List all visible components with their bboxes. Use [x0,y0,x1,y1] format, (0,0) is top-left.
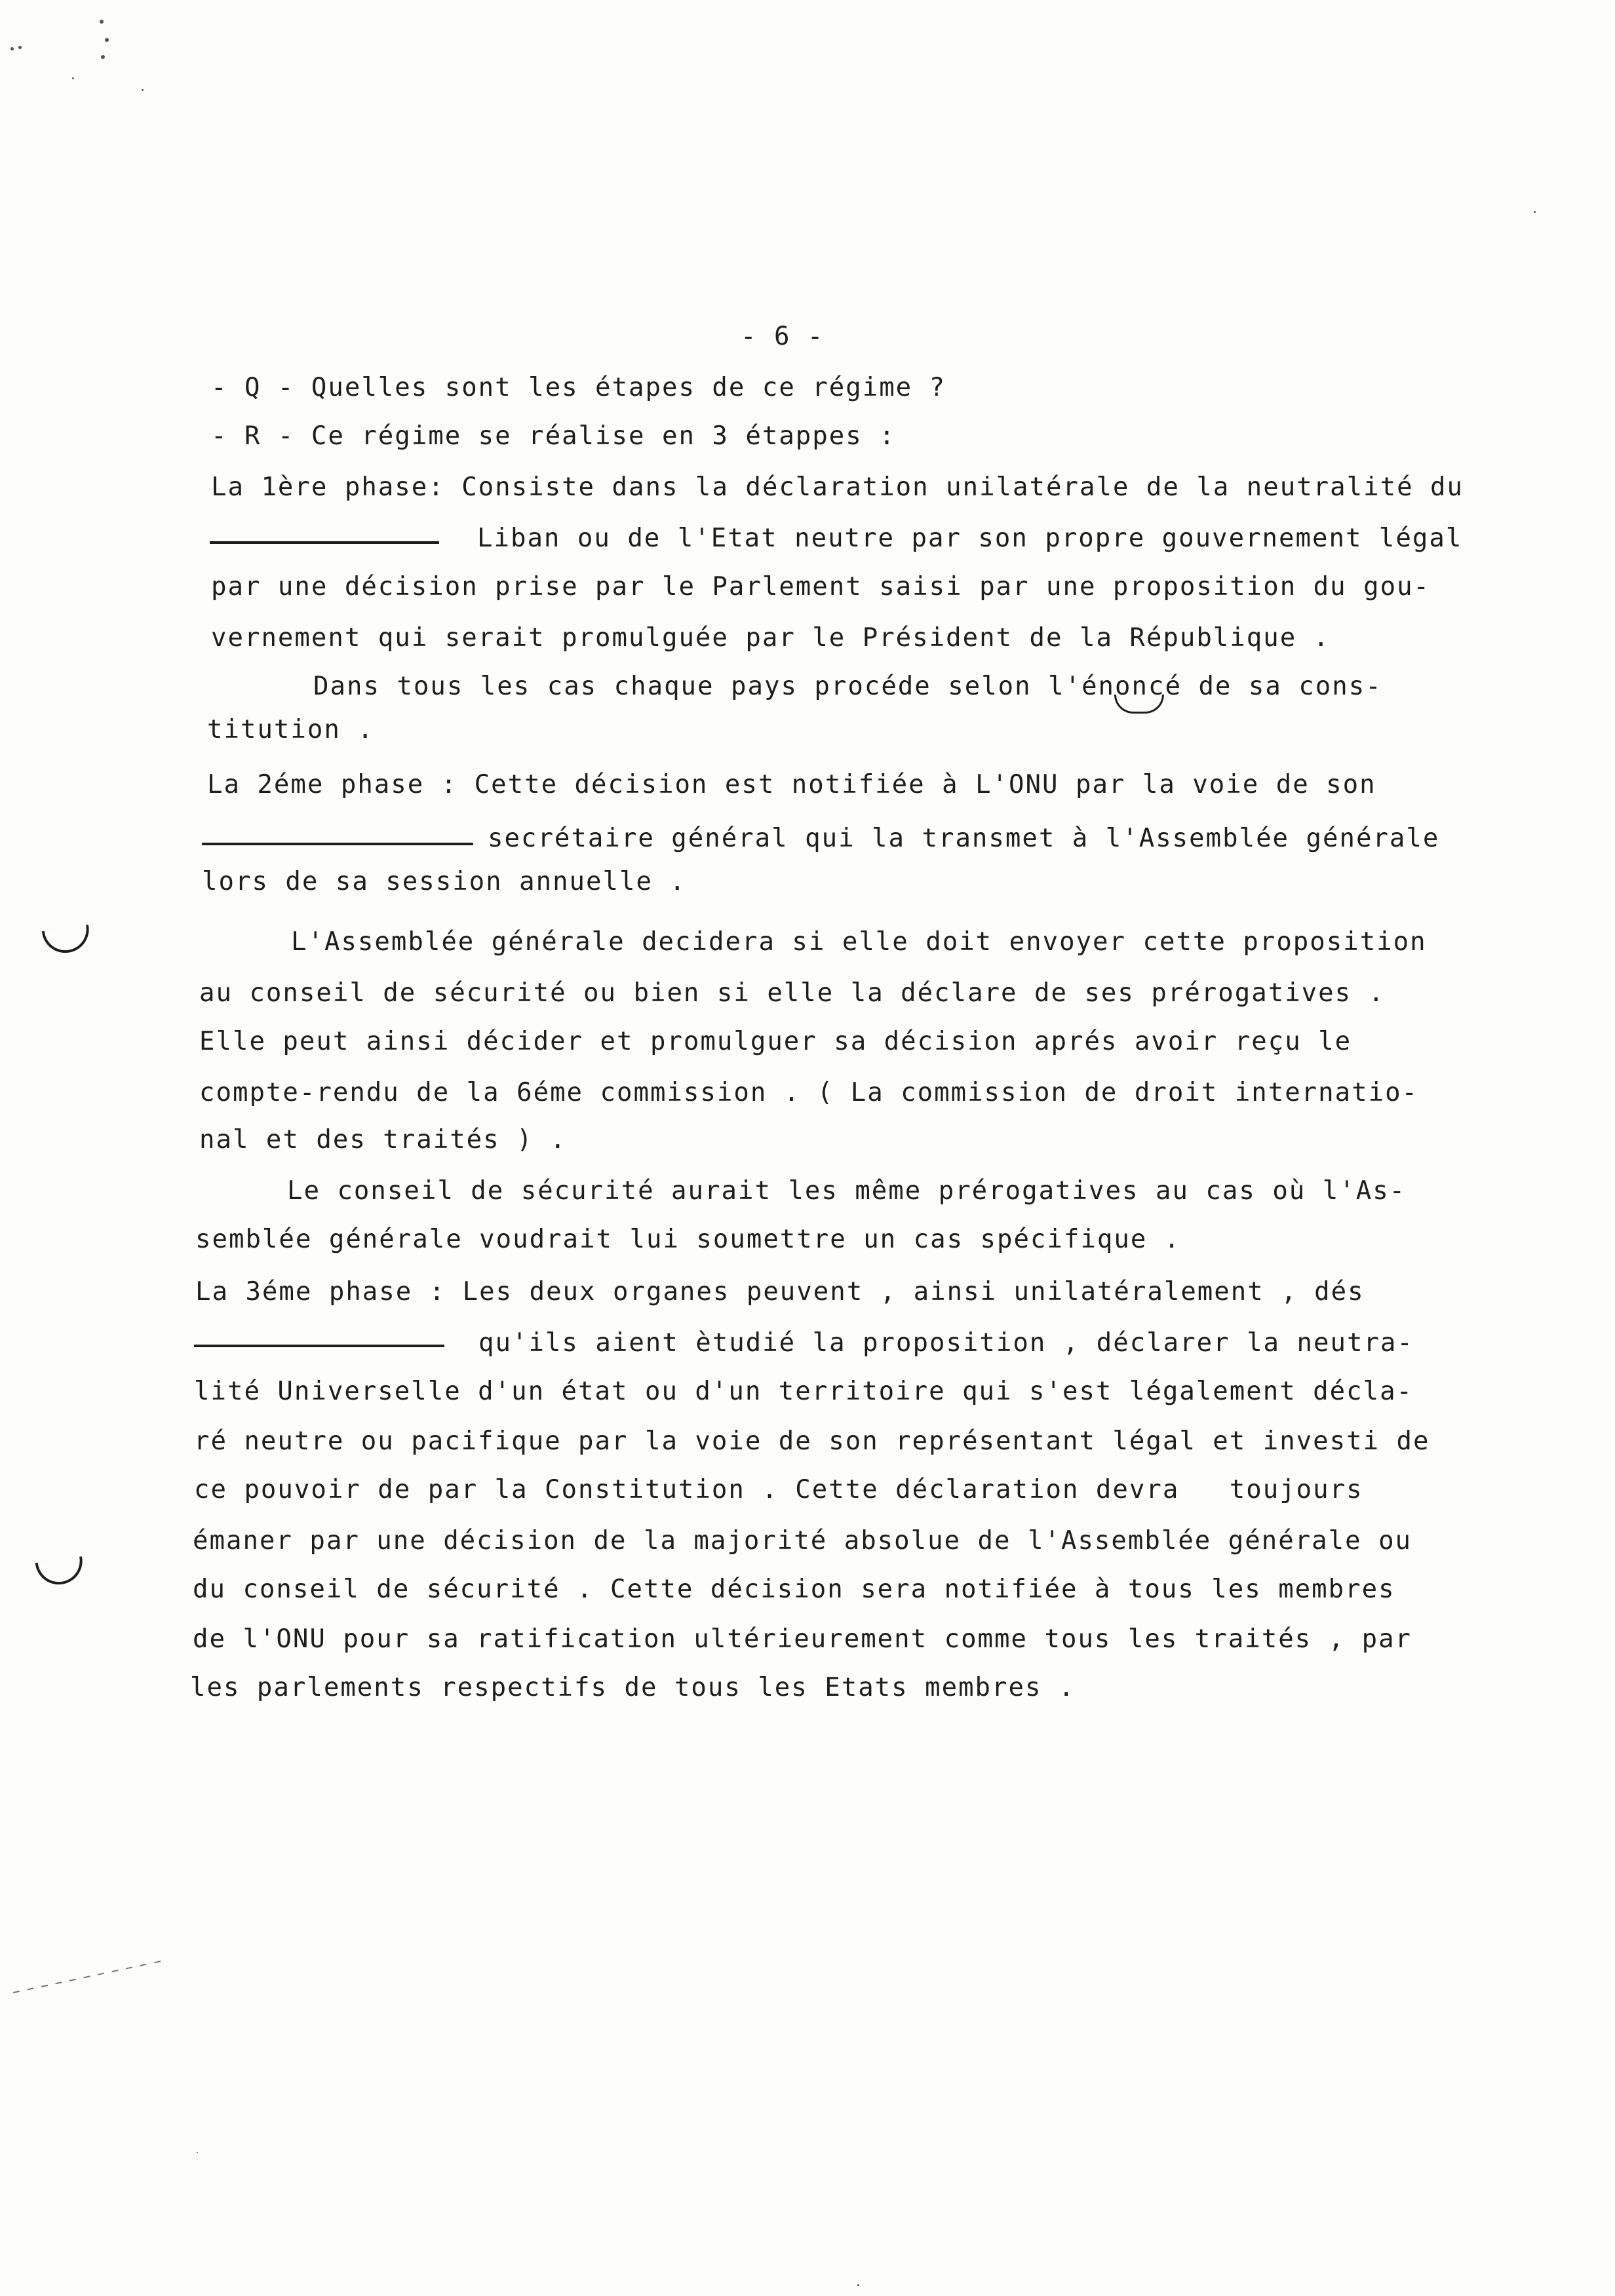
phase-1-underline [210,541,439,544]
text-line: Dans tous les cas chaque pays procéde selon l'énoncé de sa cons- [313,672,1382,701]
scan-speck [105,38,109,42]
text-line: lité Universelle d'un état ou d'un territoire qui s'est légalement décla- [194,1377,1414,1406]
text-line: titution . [207,715,374,744]
text-line: émaner par une décision de la majorité absolue de l'Assemblée générale ou [193,1526,1412,1556]
text-line: L'Assemblée générale decidera si elle doit envoyer cette proposition [291,927,1427,957]
scan-speck [72,77,74,79]
text-line: les parlements respectifs de tous les Etats membres . [190,1673,1076,1702]
scan-speck [100,20,104,24]
text-line: qu'ils aient ètudié la proposition , déclarer la neutra- [478,1328,1414,1358]
phase-2-heading-line: La 2éme phase : Cette décision est notifiée à L'ONU par la voie de son [207,770,1376,799]
text-line: Le conseil de sécurité aurait les même prérogatives au cas où l'As- [287,1176,1407,1206]
scan-speck [101,55,105,59]
text-line: de l'ONU pour sa ratification ultérieurement comme tous les traités , par [193,1624,1412,1654]
scan-speck [857,2284,859,2286]
phase-3-heading-line: La 3éme phase : Les deux organes peuvent , ainsi unilatéralement , dés [195,1277,1365,1307]
phase-3-underline [194,1345,444,1347]
text-line: Liban ou de l'Etat neutre par son propre gouvernement légal [477,524,1463,553]
scan-speck [197,2152,198,2153]
text-line: ré neutre ou pacifique par la voie de son représentant légal et investi de [194,1426,1430,1456]
page-number: - 6 - [741,322,825,351]
text-line: nal et des traités ) . [199,1125,567,1155]
text-line: Elle peut ainsi décider et promulguer sa décision aprés avoir reçu le [199,1027,1352,1056]
phase-2-underline [202,843,473,845]
text-line: ce pouvoir de par la Constitution . Cette déclaration devra toujours [194,1475,1363,1504]
scan-speck [18,46,22,49]
text-line: compte-rendu de la 6éme commission . ( La commission de droit internatio- [199,1078,1419,1107]
text-line: vernement qui serait promulguée par le Président de la République . [211,623,1331,653]
text-line: semblée générale voudrait lui soumettre un cas spécifique . [195,1225,1181,1254]
scan-speck [1534,211,1536,213]
text-line: secrétaire général qui la transmet à l'Assemblée générale [488,824,1440,853]
text-line: du conseil de sécurité . Cette décision sera notifiée à tous les membres [193,1575,1395,1604]
phase-1-heading-line: La 1ère phase: Consiste dans la déclaration unilatérale de la neutralité du [211,472,1464,502]
scan-artifact-trail [13,1961,161,1993]
scan-speck [10,47,14,50]
text-line: au conseil de sécurité ou bien si elle la déclare de ses prérogatives . [199,978,1386,1008]
handwritten-correction-mark [1114,695,1164,714]
binder-hole-mark [35,1556,86,1588]
text-line: lors de sa session annuelle . [202,867,686,896]
answer-line: - R - Ce régime se réalise en 3 étappes : [211,421,896,451]
scan-speck [142,89,144,91]
question-line: - Q - Quelles sont les étapes de ce régime ? [211,373,946,402]
binder-hole-mark [42,925,92,956]
text-line: par une décision prise par le Parlement saisi par une proposition du gou- [211,572,1431,602]
